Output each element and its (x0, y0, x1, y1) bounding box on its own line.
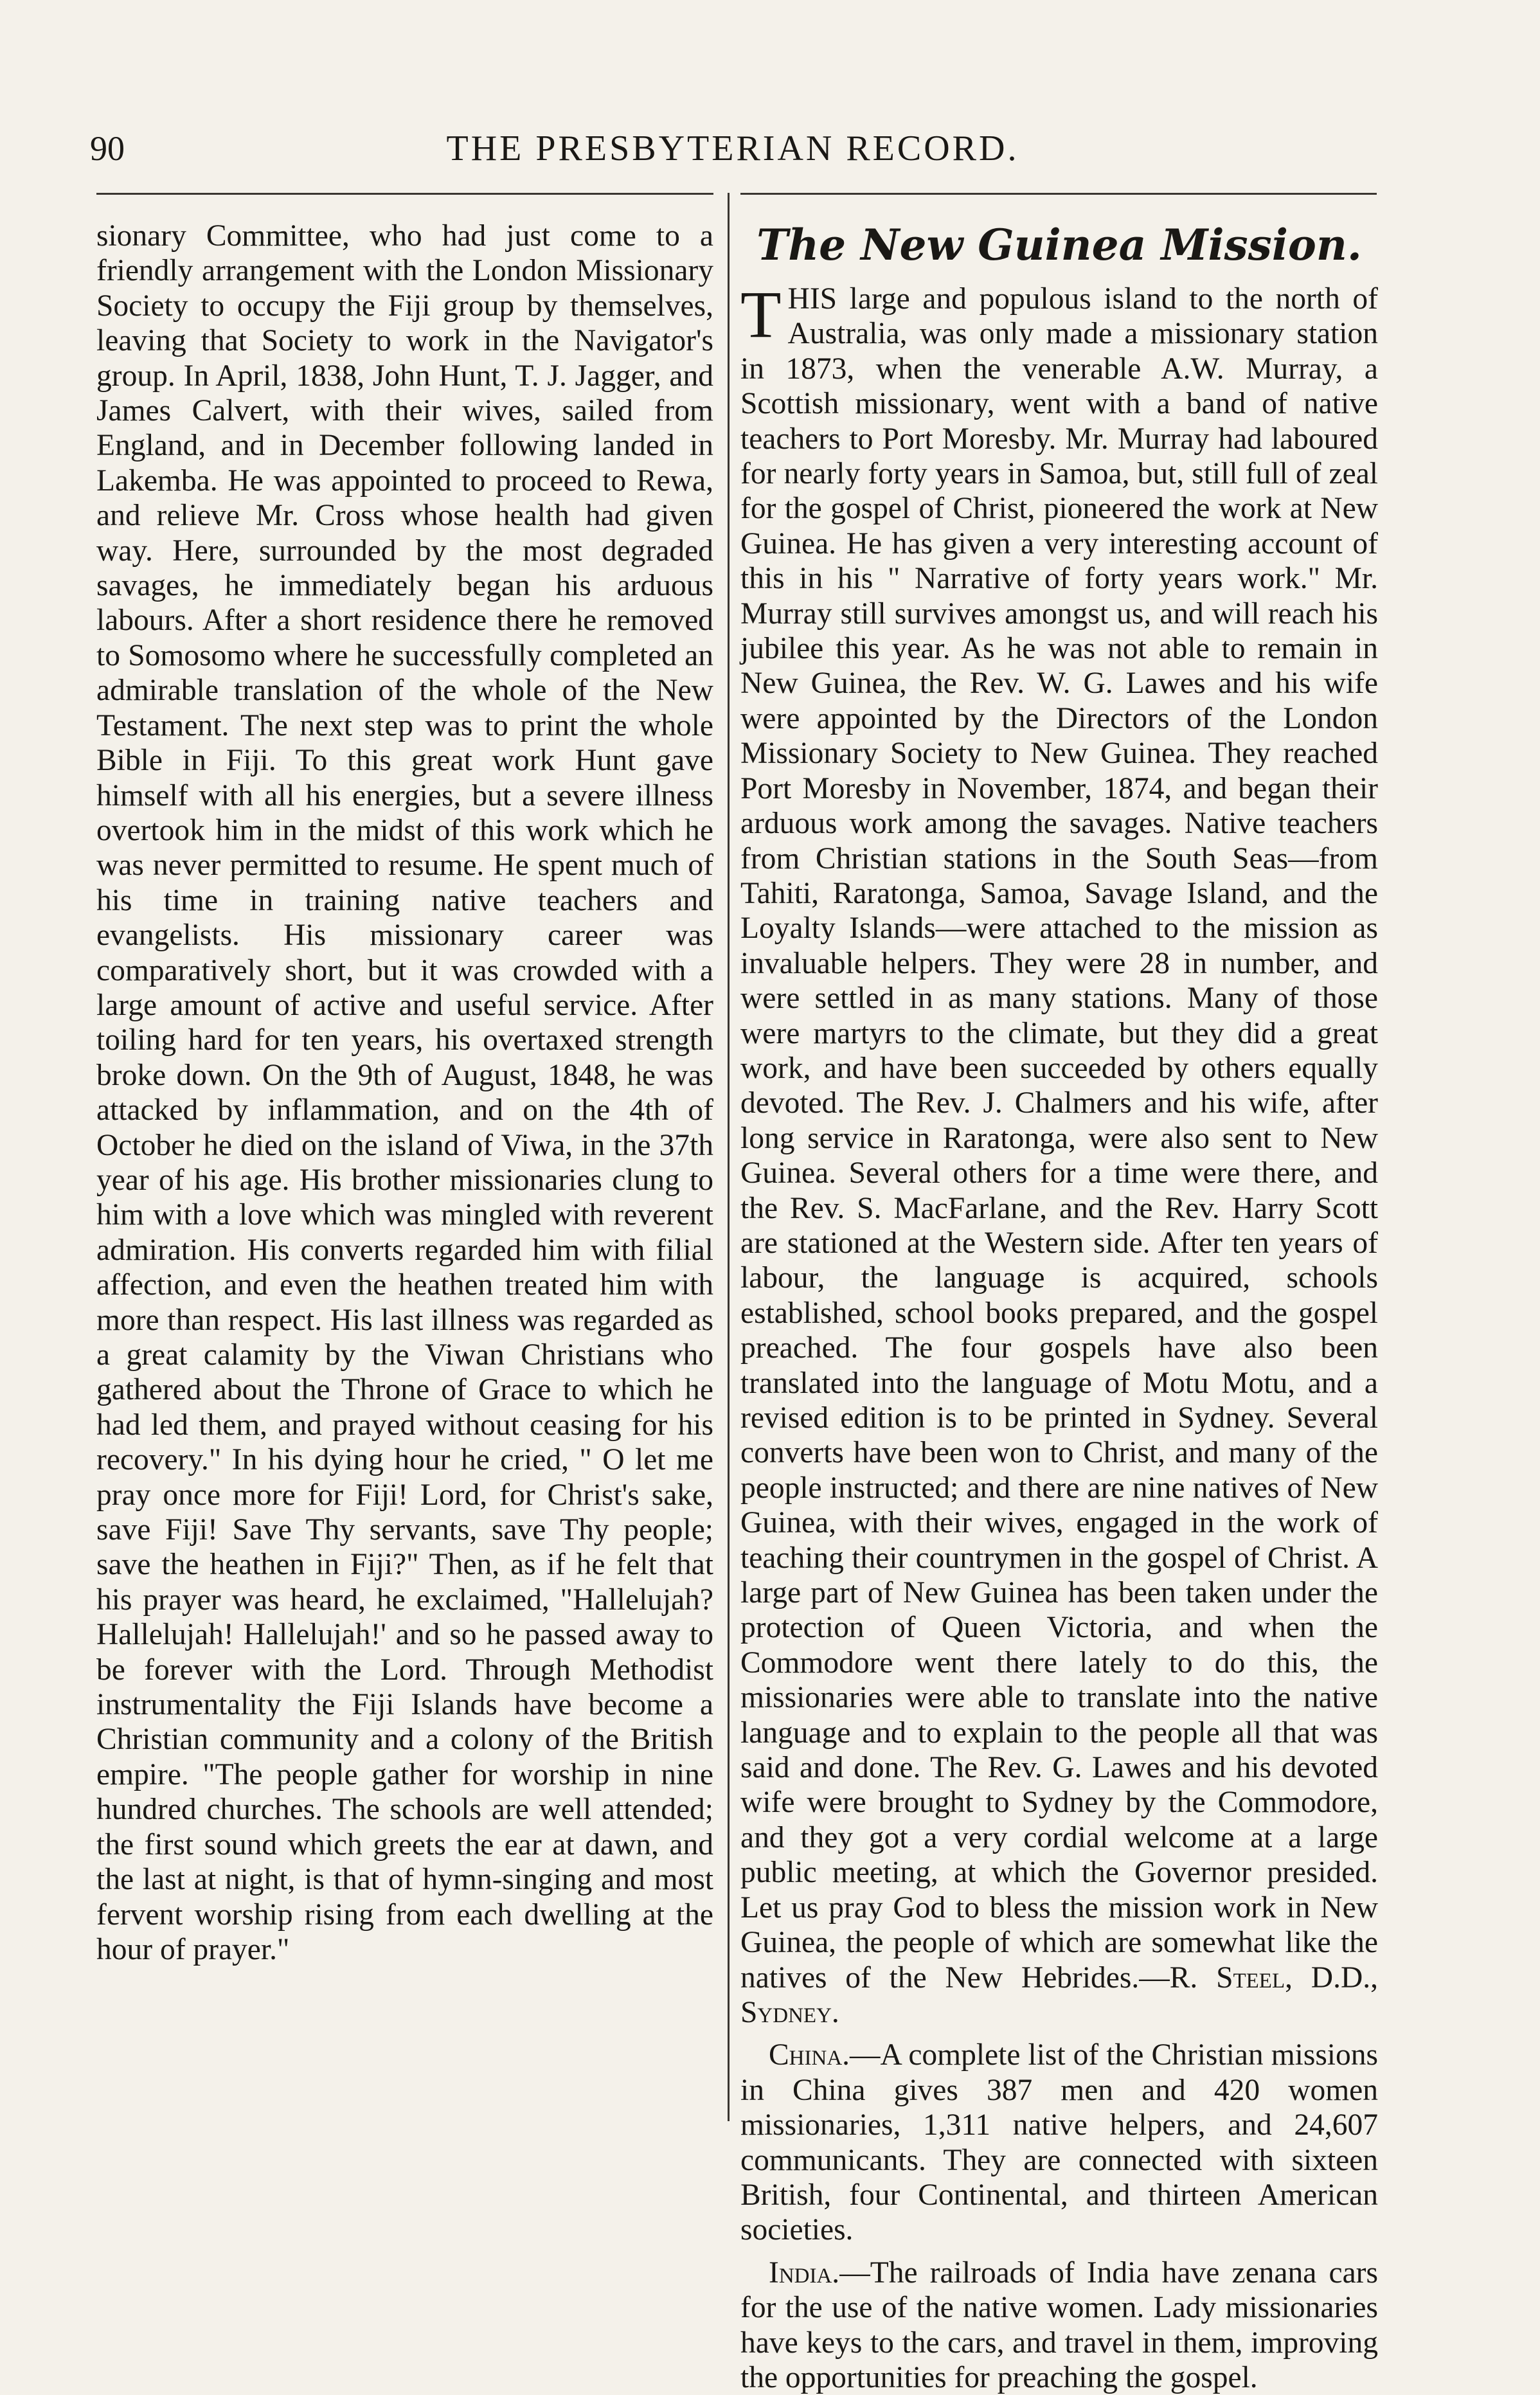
china-label: China. (769, 2038, 850, 2072)
column-divider (728, 193, 730, 2121)
china-paragraph (740, 2038, 1378, 2247)
mission-article (740, 278, 1378, 2030)
header-rule-right (740, 193, 1377, 195)
hunt-article-text: sionary Committee, who had just come to a friendly arrangement with the London Missionary Society to occupy the Fiji group by themselves, leaving that Society to work in the Navigator's group. In April, 1838, John Hunt, T. J. Jagger, and James Calvert, with their wives, sailed from England, and in December following landed in Lakemba. He was appointed to proceed to Rewa, and relieve Mr. Cross whose health had given way. Here, surrounded by the most degraded savages, he immediately began his arduous labours. After a short residence there he removed to Somosomo where he successfully completed an admirable translation of the whole of the New Testament. The next step was to print the whole Bible in Fiji. To this great work Hunt gave himself with all his energies, but a severe illness overtook him in the midst of this work which he was never permitted to resume. He spent much of his time in training native teachers and evangelists. His missionary career was comparatively short, but it was crowded with a large amount of active and useful service. After toiling hard for ten years, his overtaxed strength broke down. On the 9th of August, 1848, he was attacked by inflammation, and on the 4th of October he died on the island of Viwa, in the 37th year of his age. His brother missionaries clung to him with a love which was mingled with reverent admiration. His converts regarded him with filial affection, and even the heathen treated him with more than respect. His last illness was regarded as a great calamity by the Viwan Christians who gathered about the Throne of Grace to which he had led them, and prayed without ceasing for his recovery." In his dying hour he cried, " O let me pray once more for Fiji! Lord, for Christ's sake, save Fiji! Save Thy servants, save Thy people; save the heathen in Fiji?" Then, as if he felt that his prayer was heard, he exclaimed, "Hallelujah? Hallelujah! Hallelujah!' and so he passed away to be forever with the Lord. Through Methodist instrumentality the Fiji Islands have become a Christian community and a colony of the British empire. "The people gather for worship in nine hundred churches. The schools are well attended; the first sound which greets the ear at dawn, and the last at night, is that of hymn-singing and most fervent worship rising from each dwelling at the hour of prayer." (96, 219, 713, 1966)
drop-cap: T (740, 278, 782, 352)
india-text: —The railroads of India have zenana cars for the use of the native women. Lady missionaries have keys to the cars, and travel in them, improving the opportunities for preaching the gospel. (740, 2256, 1378, 2394)
article-title: The New Guinea Mission. (757, 220, 1362, 270)
india-paragraph (740, 2256, 1378, 2395)
mission-article-text: HIS large and populous island to the north of Australia, was only made a missionary station in 1873, when the venerable A.W. Murray, a Scottish missionary, went with a band of native teachers to Port Moresby. Mr. Murray had laboured for nearly forty years in Samoa, but, still full of zeal for the gospel of Christ, pioneered the work at New Guinea. He has given a very interesting account of this in his " Narrative of forty years work." Mr. Murray still survives amongst us, and will reach his jubilee this year. As he was not able to remain in New Guinea, the Rev. W. G. Lawes and his wife were appointed by the Directors of the London Missionary Society to New Guinea. They reached Port Moresby in November, 1874, and began their arduous work among the savages. Native teachers from Christian stations in the South Seas—from Tahiti, Raratonga, Samoa, Savage Island, and the Loyalty Islands—were attached to the mission as invaluable helpers. They were 28 in number, and were settled in as many stations. Many of those were martyrs to the climate, but they did a great work, and have been succeeded by others equally devoted. The Rev. J. Chalmers and his wife, after long service in Raratonga, were also sent to New Guinea. Several others for a time were there, and the Rev. S. MacFarlane, and the Rev. Harry Scott are stationed at the Western side. After ten years of labour, the language is acquired, schools established, school books prepared, and the gospel preached. The four gospels have also been translated into the language of Motu Motu, and a revised edition is to be printed in Sydney. Several converts have been won to Christ, and many of the people instructed; and there are nine natives of New Guinea, with their wives, engaged in the work of teaching their countrymen in the gospel of Christ. A large part of New Guinea has been taken under the protection of Queen Victoria, and when the Commodore went there lately to do this, the missionaries were able to translate into the native language and to explain to the people all that was said and done. The Rev. G. Lawes and his devoted wife were brought to Sydney by the Commodore, and they got a very cordial welcome at a large public meeting, at which the Governor presided. Let us pray God to bless the mission work in New Guinea, the people of which are somewhat like the natives of the New Hebrides.— (740, 282, 1378, 1995)
page-header (90, 126, 1375, 171)
page-number: 90 (90, 129, 125, 168)
india-label: India. (769, 2256, 840, 2290)
china-text: —A complete list of the Christian missions in China gives 387 men and 420 women missionaries, 1,311 native helpers, and 24,607 communicants. They are connected with sixteen British, four Continental, and thirteen American societies. (740, 2038, 1378, 2247)
running-title: THE PRESBYTERIAN RECORD. (446, 129, 1019, 168)
article-signature: R. Steel, D.D., Sydney. (740, 1960, 1378, 2029)
left-column (96, 219, 713, 1967)
right-column (740, 217, 1378, 2395)
header-rule-left (96, 193, 713, 195)
